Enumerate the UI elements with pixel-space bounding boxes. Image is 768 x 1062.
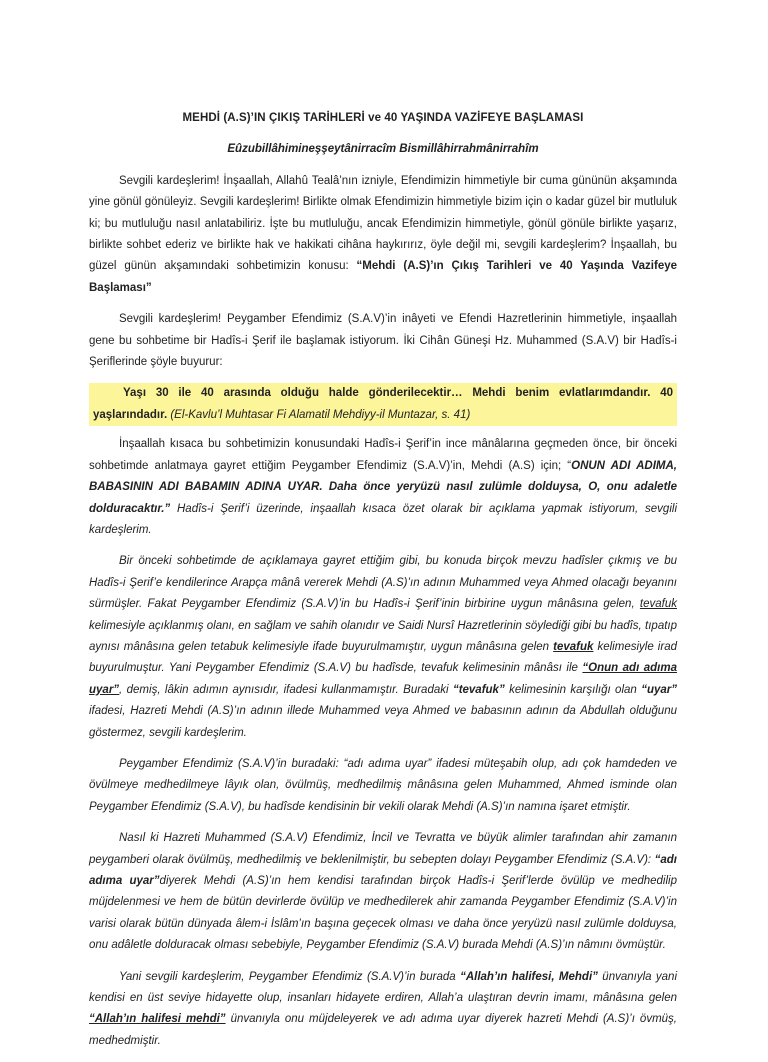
- paragraph-previous-sermon: [89, 434, 677, 541]
- bold-term: “uyar”: [641, 683, 677, 696]
- paragraph-text: ünvanıyla onu müjdeleyerek ve adı adıma uyar diyerek hazreti Mehdi (A.S)’ı övmüş, medhedmiştir.: [89, 1013, 677, 1047]
- bold-quote: “Allah’ın halifesi, Mehdi”: [460, 970, 598, 983]
- underlined-term: tevafuk: [553, 640, 594, 653]
- highlighted-hadith: [89, 383, 677, 426]
- quote-bold: ONUN ADI ADIMA, BABASININ ADI BABAMIN ADINA UYAR.: [89, 459, 678, 494]
- document-page: [89, 96, 677, 1062]
- paragraph-text: Hadîs-i Şerif’i üzerinde, inşaallah kısaca özet olarak bir açıklama yapmak istiyorum, sevgili kardeşlerim.: [89, 502, 677, 536]
- hadith-text: Yaşı 30 ile 40 arasında olduğu halde gönderilecektir… Mehdi benim evlatlarımdandır. 40 yaşlarındadır.: [93, 387, 673, 421]
- paragraph-text: Nasıl ki Hazreti Muhammed (S.A.V) Efendimiz, İncil ve Tevratta ve büyük alimler tarafından ahir zamanın peygamberi olarak övülmüş, medhedilmiş ve beklenilmiştir, bu sebepten dolayı Peygamber Efendimiz (S.A.V):: [89, 832, 677, 866]
- paragraph-text: Sevgili kardeşlerim! İnşaallah, Allahû Tealâ’nın izniyle, Efendimizin himmetiyle bir cuma gününün akşamında yine gönül gönüleyiz. Sevgili kardeşlerim! Birlikte olmak Efendimizin himmetiyle bizim için o kadar güzel bir mutluluk ki; bu mutluluğu nasıl anlatabiliriz. İşte bu mutluluğu, ancak Efendimizin himmetiyle, gönül gönüle birlikte yaşarız, birlikte sohbet ederiz ve birlikte hak ve hakikati cihâna haykırırız, öyle değil mi, sevgili kardeşlerim? İnşaallah, bu güzel günün akşamındaki sohbetimizin konusu:: [89, 174, 677, 273]
- bold-term: “tevafuk”: [452, 683, 505, 696]
- paragraph-name-meaning: [89, 754, 677, 818]
- paragraph-tevafuk: [89, 551, 677, 744]
- paragraph-text: Muhammed, Ahmed isminde olan Peygamber Efendimiz (S.A.V), bu hadîsde kendisinin bir vekili olarak Mehdi (A.S)’ın namına işaret etmiştir.: [89, 779, 677, 813]
- document-subtitle: Eûzubillâhimineşşeytânirracîm Bismillâhirrahmânirrahîm: [227, 143, 539, 156]
- paragraph-text: ifadesi, Hazreti Mehdi (A.S)’ın adının illede Muhammed veya Ahmed ve babasının adının da Abdullah olduğunu göstermez, sevgili kardeşlerim.: [89, 705, 677, 739]
- paragraph-text: Bir önceki sohbetimde de açıklamaya gayret ettiğim gibi, bu konuda birçok mevzu hadîsler çıkmış ve bu Hadîs-i Şerif’e kendilerince Arapça mânâ vererek Mehdi (A.S)’ın adının Muhammed veya Ahmed olacağı beyanını sürmüşler. Fakat Peygamber Efendimiz (S.A.V)’in bu Hadîs-i Şerif’inin birbirine uygun mânâsına gelen,: [89, 555, 677, 611]
- hadith-source: (El-Kavlu’l Muhtasar Fi Alamatil Mehdiyy-il Muntazar, s. 41): [167, 408, 471, 421]
- quote-bold: Daha önce yeryüzü nasıl zulümle dolduysa, O, onu adaletle dolduracaktır.”: [89, 481, 677, 515]
- paragraph-caliph: [89, 967, 677, 1053]
- paragraph-text: Peygamber Efendimiz (S.A.V)’in buradaki: “adı adıma uyar” ifadesi müteşabih olup, adı çok hamdeden ve övülmeye medhedilmeye lâyık olan, övülmüş, medhedilmiş mânâsına gelen: [89, 757, 677, 792]
- paragraph-text: diyerek Mehdi (A.S)’ın hem kendisi tarafından birçok Hadîs-i Şerif’lerde övülüp ve medhedilip müjdelenmesi ve hem de bütün devirlerde övülüp ve medhedilerek ahir zamanda Peygamber Efendimiz (S.A.V)’in varisi olarak bütün dünyada âlem-i İslâm’ın başına geçecek olması ve daha önce yeryüzü nasıl zulümle dolduysa, onu adâletle dolduracak olması sebebiyle, Peygamber Efendimiz (S.A.V) burada Mehdi (A.S)’ın nâmını övmüştür.: [89, 875, 677, 952]
- paragraph-text: Yani sevgili kardeşlerim, Peygamber Efendimiz (S.A.V)’in burada: [119, 970, 461, 983]
- paragraph-text: Sevgili kardeşlerim! Peygamber Efendimiz (S.A.V)’in inâyeti ve Efendi Hazretlerinin himmetiyle, inşaallah gene bu sohbetime bir Hadîs-i Şerif ile başlamak istiyorum. İki Cihân Güneşi Hz. Muhammed (S.A.V) bir Hadîs-i Şeriflerinde şöyle buyurur:: [89, 313, 677, 369]
- bold-quote: “adı adıma uyar”: [89, 853, 677, 887]
- paragraph-text: kelimesinin karşılığı olan: [504, 683, 642, 696]
- paragraph-text: kelimesiyle irad buyurulmuştur. Yani Peygamber Efendimiz (S.A.V) bu hadîsde, tevafuk kelimesinin mânâsı ile: [89, 640, 677, 675]
- underlined-quote: “Onun adı adıma uyar”: [89, 662, 678, 696]
- paragraph-hadith-intro: [89, 309, 677, 373]
- paragraph-text: , demiş, lâkin adımın aynısıdır, ifadesi kullanmamıştır. Buradaki: [119, 683, 453, 696]
- underlined-quote: “Allah’ın halifesi mehdi”: [89, 1013, 226, 1026]
- paragraph-praised: [89, 828, 677, 956]
- paragraph-text: İnşaallah kısaca bu sohbetimizin konusundaki Hadîs-i Şerif’in ince mânâlarına geçmeden önce, bir önceki sohbetimde anlatmaya gayret ettiğim Peygamber Efendimiz (S.A.V)’in, Mehdi (A.S) için; “: [89, 438, 677, 472]
- topic-title: “Mehdi (A.S)’ın Çıkış Tarihleri ve 40 Yaşında Vazifeye Başlaması”: [89, 260, 678, 294]
- paragraph-text: ünvanıyla yani kendisi en üst seviye hidayette olup, insanları hidayete erdiren, Allah’a ulaştıran devrin imamı, mânâsına gelen: [89, 970, 678, 1005]
- paragraph-text: kelimesiyle açıklanmış olanı, en sağlam ve sahih olanıdır ve Saidi Nursî Hazretlerinin söylediği gibi bu hadîs, tıpatıp aynısı mânâsına gelen tetabuk kelimesiyle ifade buyurulmamıştır, uygun mânâsına gelen: [89, 619, 677, 653]
- document-title: MEHDİ (A.S)’IN ÇIKIŞ TARİHLERİ ve 40 YAŞINDA VAZİFEYE BAŞLAMASI: [182, 112, 584, 124]
- paragraph-intro: [89, 171, 677, 299]
- underlined-term: tevafuk: [639, 598, 677, 611]
